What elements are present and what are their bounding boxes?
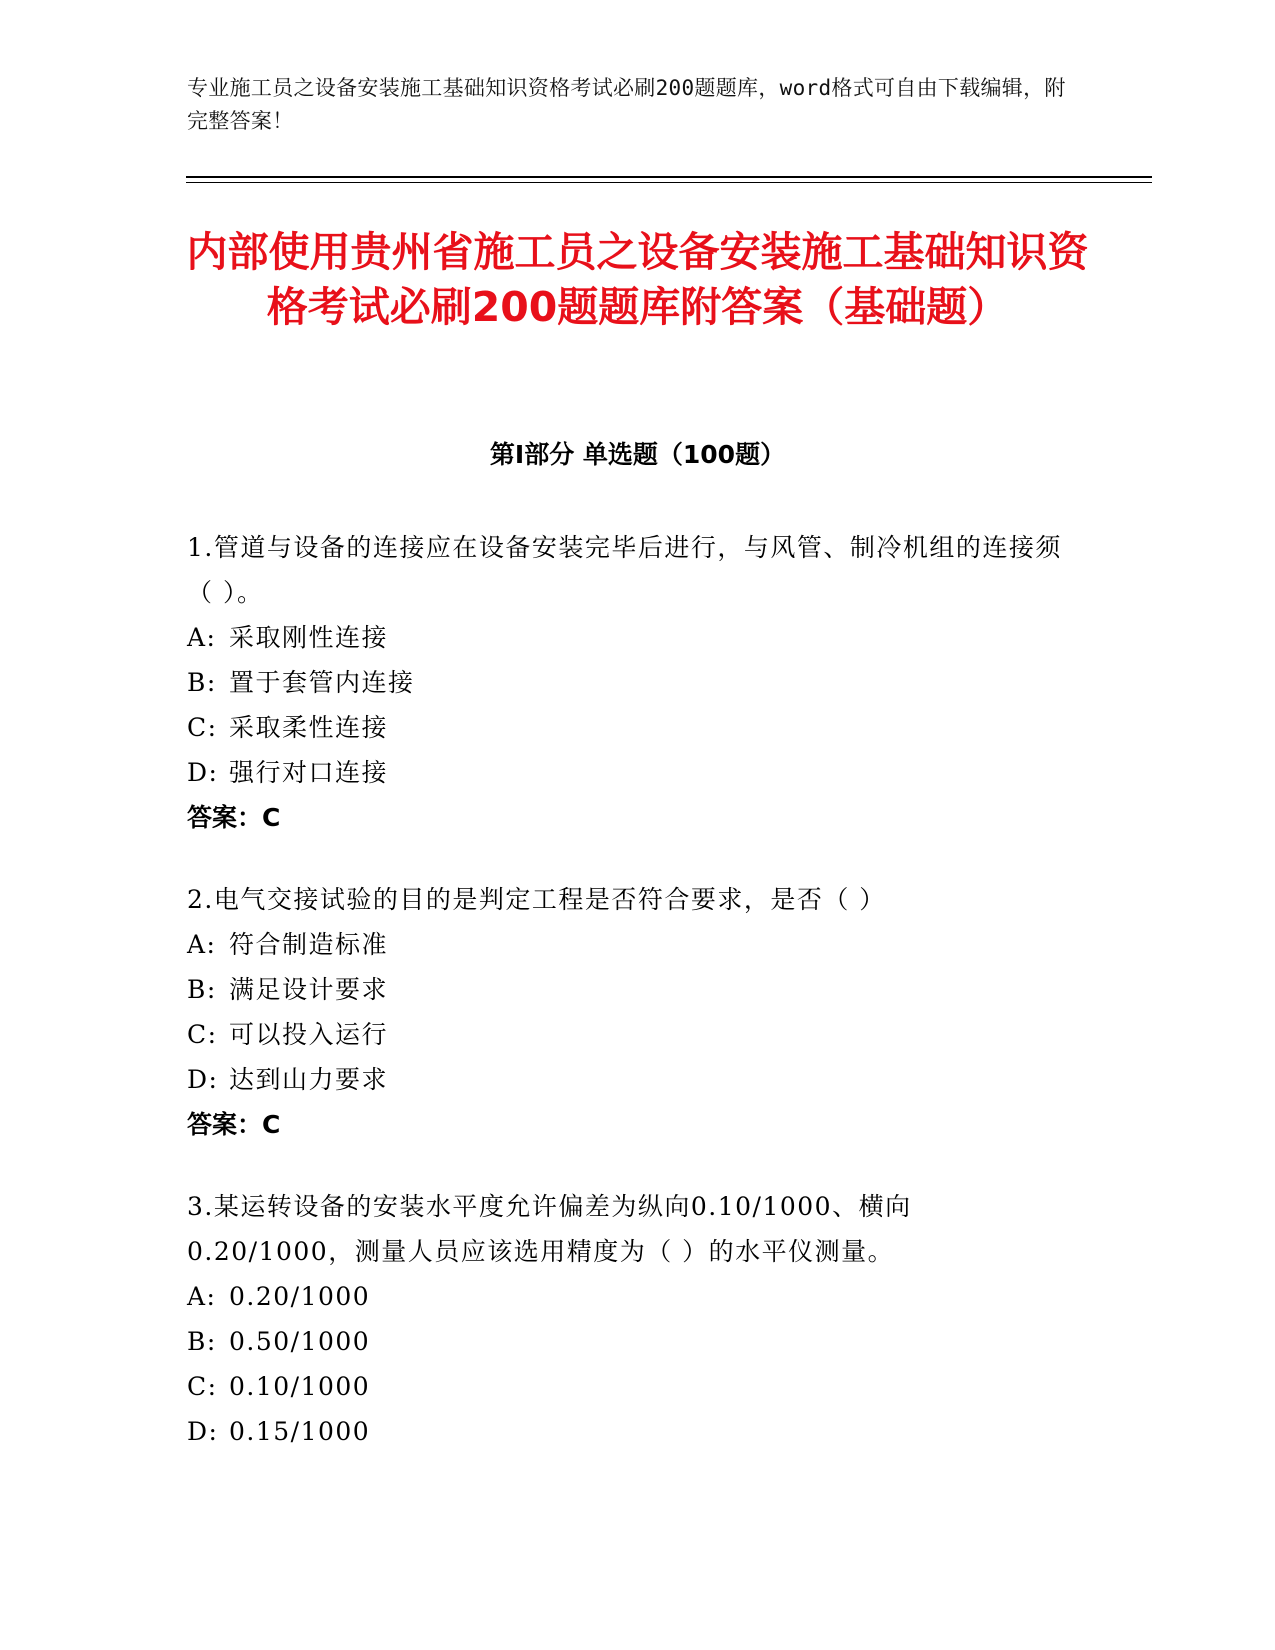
option-text: 0.20/1000 — [229, 1282, 371, 1311]
option-letter: C: — [187, 1020, 218, 1049]
option-letter: D: — [187, 758, 219, 787]
option-letter: A: — [187, 623, 217, 652]
option-letter: C: — [187, 1372, 218, 1401]
option-letter: A: — [187, 930, 217, 959]
option-text: 满足设计要求 — [229, 975, 389, 1004]
option-text: 可以投入运行 — [229, 1020, 389, 1049]
option-text: 采取刚性连接 — [229, 623, 389, 652]
option-d — [187, 1409, 1067, 1454]
question-1 — [187, 525, 1067, 841]
option-d — [187, 1057, 1067, 1102]
question-text: 2.电气交接试验的目的是判定工程是否符合要求，是否（ ） — [187, 885, 886, 914]
section-heading: 第I部分 单选题（100题） — [489, 440, 786, 469]
option-text: 符合制造标准 — [229, 930, 389, 959]
option-a — [187, 615, 1067, 660]
option-text: 0.15/1000 — [229, 1417, 371, 1446]
option-text: 采取柔性连接 — [229, 713, 389, 742]
option-letter: A: — [187, 1282, 217, 1311]
option-b — [187, 1319, 1067, 1364]
question-text: 1.管道与设备的连接应在设备安装完毕后进行，与风管、制冷机组的连接须（ ）。 — [187, 533, 1062, 607]
option-text: 置于套管内连接 — [229, 668, 415, 697]
question-text: 3.某运转设备的安装水平度允许偏差为纵向0.10/1000、横向0.20/1000，测量人员应该选用精度为（ ）的水平仪测量。 — [187, 1192, 912, 1266]
option-c — [187, 705, 1067, 750]
question-list — [187, 525, 1067, 1490]
option-b — [187, 660, 1067, 705]
option-letter: D: — [187, 1417, 219, 1446]
option-c — [187, 1012, 1067, 1057]
option-letter: B: — [187, 975, 217, 1004]
option-letter: B: — [187, 1327, 217, 1356]
document-title: 内部使用贵州省施工员之设备安装施工基础知识资格考试必刷200题题库附答案（基础题） — [186, 228, 1089, 331]
option-letter: C: — [187, 713, 218, 742]
option-text: 强行对口连接 — [229, 758, 389, 787]
answer-line: 答案：C — [187, 803, 281, 832]
header-divider-thin — [186, 182, 1152, 183]
header-divider-thick — [186, 176, 1152, 178]
option-text: 0.10/1000 — [229, 1372, 371, 1401]
question-2 — [187, 877, 1067, 1148]
option-text: 0.50/1000 — [229, 1327, 371, 1356]
option-c — [187, 1364, 1067, 1409]
header-note: 专业施工员之设备安装施工基础知识资格考试必刷200题题库，word格式可自由下载编辑，附完整答案！ — [187, 76, 1066, 133]
option-b — [187, 967, 1067, 1012]
option-a — [187, 922, 1067, 967]
answer-line: 答案：C — [187, 1110, 281, 1139]
question-3 — [187, 1184, 1067, 1454]
option-letter: B: — [187, 668, 217, 697]
option-text: 达到山力要求 — [229, 1065, 389, 1094]
option-d — [187, 750, 1067, 795]
option-letter: D: — [187, 1065, 219, 1094]
option-a — [187, 1274, 1067, 1319]
